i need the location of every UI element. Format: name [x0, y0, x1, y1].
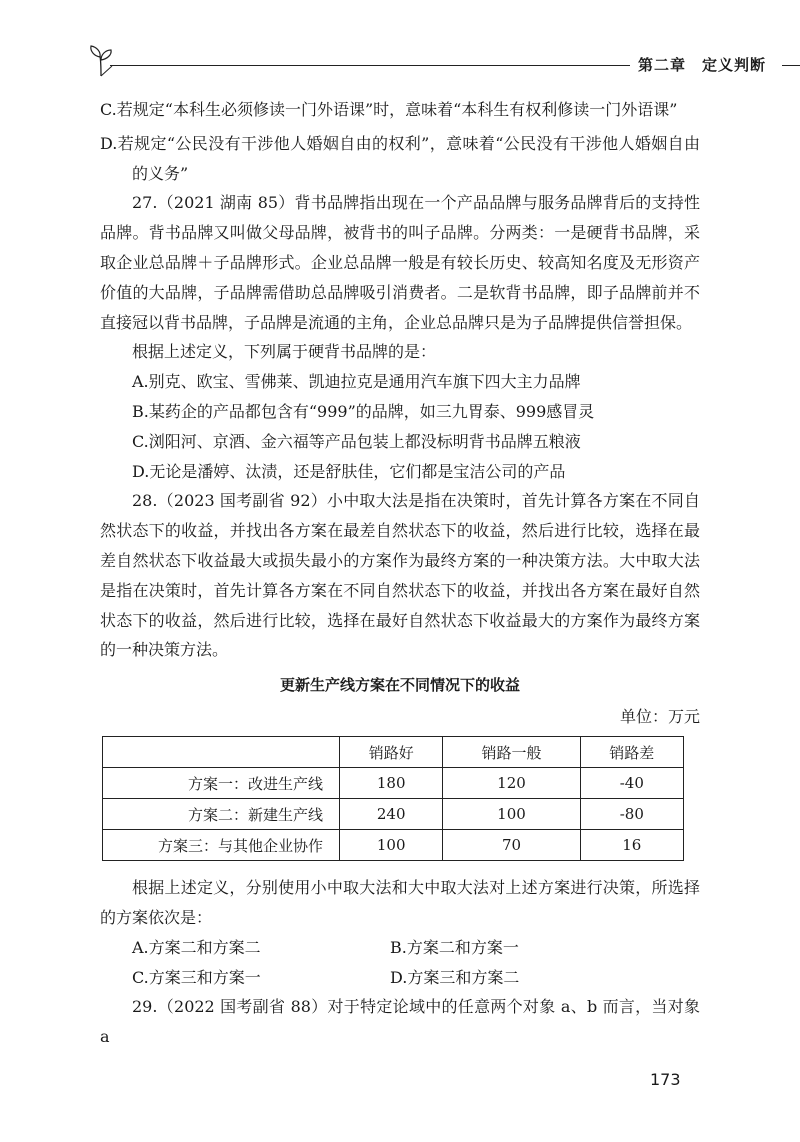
q26-option-c — [100, 95, 700, 125]
cell-good: 180 — [340, 768, 443, 799]
table-title: 更新生产线方案在不同情况下的收益 — [279, 676, 520, 695]
option-text: 无论是潘婷、汰渍，还是舒肤佳，它们都是宝洁公司的产品 — [149, 461, 566, 481]
q27-option-c — [100, 427, 700, 457]
q27-question: 根据上述定义，下列属于硬背书品牌的是： — [132, 342, 437, 362]
option-text: 方案二和方案一 — [406, 937, 519, 957]
table-header-row — [103, 737, 684, 768]
page-body — [100, 95, 700, 1052]
cell-normal: 120 — [443, 768, 580, 799]
option-text: 若规定“公民没有干涉他人婚姻自由的权利”，意味着“公民没有干涉他人婚姻自由的义务” — [117, 133, 700, 183]
option-label: C. — [100, 100, 117, 119]
option-label: A. — [132, 372, 149, 392]
table-header-cell: 销路一般 — [443, 737, 580, 768]
option-label: C. — [132, 967, 149, 987]
option-text: 浏阳河、京酒、金六福等产品包装上都没标明背书品牌五粮液 — [148, 431, 581, 451]
q28-options-row-1 — [100, 933, 700, 963]
chapter-name: 定义判断 — [702, 56, 767, 74]
cell-bad: -80 — [580, 799, 683, 830]
option-text: 方案二和方案二 — [148, 937, 261, 957]
table-row — [103, 830, 684, 861]
row-label: 方案一：改进生产线 — [103, 768, 340, 799]
row-label: 方案二：新建生产线 — [103, 799, 340, 830]
q27-option-d — [100, 457, 700, 487]
table-row — [103, 799, 684, 830]
option-label: B. — [132, 401, 149, 421]
cell-bad: 16 — [580, 830, 683, 861]
q27-stem: 27.（2021 湖南 85）背书品牌指出现在一个产品品牌与服务品牌背后的支持性品牌。背书品牌又叫做父母品牌，被背书的叫子品牌。分两类：一是硬背书品牌，采取企业总品牌＋子品牌形式。企业总品牌一般是有较长历史、较高知名度及无形资产价值的大品牌，子品牌需借助总品牌吸引消费者。二是软背书品牌，即子品牌前并不直接冠以背书品牌，子品牌是流通的主角，企业总品牌只是为子品牌提供信誉担保。 — [100, 193, 700, 332]
table-header-cell: 销路好 — [340, 737, 443, 768]
header-rule-left — [110, 65, 630, 66]
cell-normal: 100 — [443, 799, 580, 830]
q27-option-b — [100, 397, 700, 427]
cell-normal: 70 — [443, 830, 580, 861]
leaf-icon — [88, 44, 114, 78]
option-text: 方案三和方案一 — [148, 967, 261, 987]
row-label: 方案三：与其他企业协作 — [103, 830, 340, 861]
table-header-cell — [103, 737, 340, 768]
table-unit: 单位：万元 — [619, 707, 700, 727]
q28-option-c — [100, 963, 390, 993]
option-label: B. — [390, 937, 407, 957]
q28-options-row-2 — [100, 963, 700, 993]
page-number: 173 — [650, 1070, 681, 1089]
option-text: 若规定“本科生必须修读一门外语课”时，意味着“本科生有权利修读一门外语课” — [116, 100, 678, 119]
option-label: C. — [132, 431, 149, 451]
q28-stem: 28.（2023 国考副省 92）小中取大法是指在决策时，首先计算各方案在不同自然状态下的收益，并找出各方案在最差自然状态下的收益，然后进行比较，选择在最差自然状态下收益最大或损失最小的方案作为最终方案的一种决策方法。大中取大法是指在决策时，首先计算各方案在不同自然状态下的收益，并找出各方案在最好自然状态下的收益，然后进行比较，选择在最好自然状态下收益最大的方案作为最终方案的一种决策方法。 — [100, 491, 700, 660]
q28-option-a — [100, 933, 390, 963]
table-row — [103, 768, 684, 799]
q28-question: 根据上述定义，分别使用小中取大法和大中取大法对上述方案进行决策，所选择的方案依次是： — [100, 878, 700, 927]
option-text: 某药企的产品都包含有“999”的品牌，如三九胃泰、999感冒灵 — [148, 401, 595, 421]
option-text: 方案三和方案二 — [407, 967, 520, 987]
option-label: A. — [132, 937, 149, 957]
table-header-cell: 销路差 — [580, 737, 683, 768]
revenue-table — [102, 736, 684, 861]
q29-stem: 29.（2022 国考副省 88）对于特定论域中的任意两个对象 a、b 而言，当对象 a — [100, 997, 700, 1047]
option-text: 别克、欧宝、雪佛莱、凯迪拉克是通用汽车旗下四大主力品牌 — [148, 372, 581, 392]
running-header — [88, 44, 767, 84]
q28-option-b — [390, 933, 648, 963]
cell-good: 100 — [340, 830, 443, 861]
q27-option-a — [100, 367, 700, 397]
option-label: D. — [390, 967, 408, 987]
chapter-number: 第二章 — [638, 56, 687, 74]
cell-good: 240 — [340, 799, 443, 830]
option-label: D. — [132, 461, 150, 481]
header-rule-right — [782, 65, 800, 66]
cell-bad: -40 — [580, 768, 683, 799]
q28-option-d — [390, 963, 648, 993]
q26-option-d — [100, 129, 700, 189]
option-label: D. — [100, 133, 118, 153]
chapter-title — [638, 54, 766, 75]
